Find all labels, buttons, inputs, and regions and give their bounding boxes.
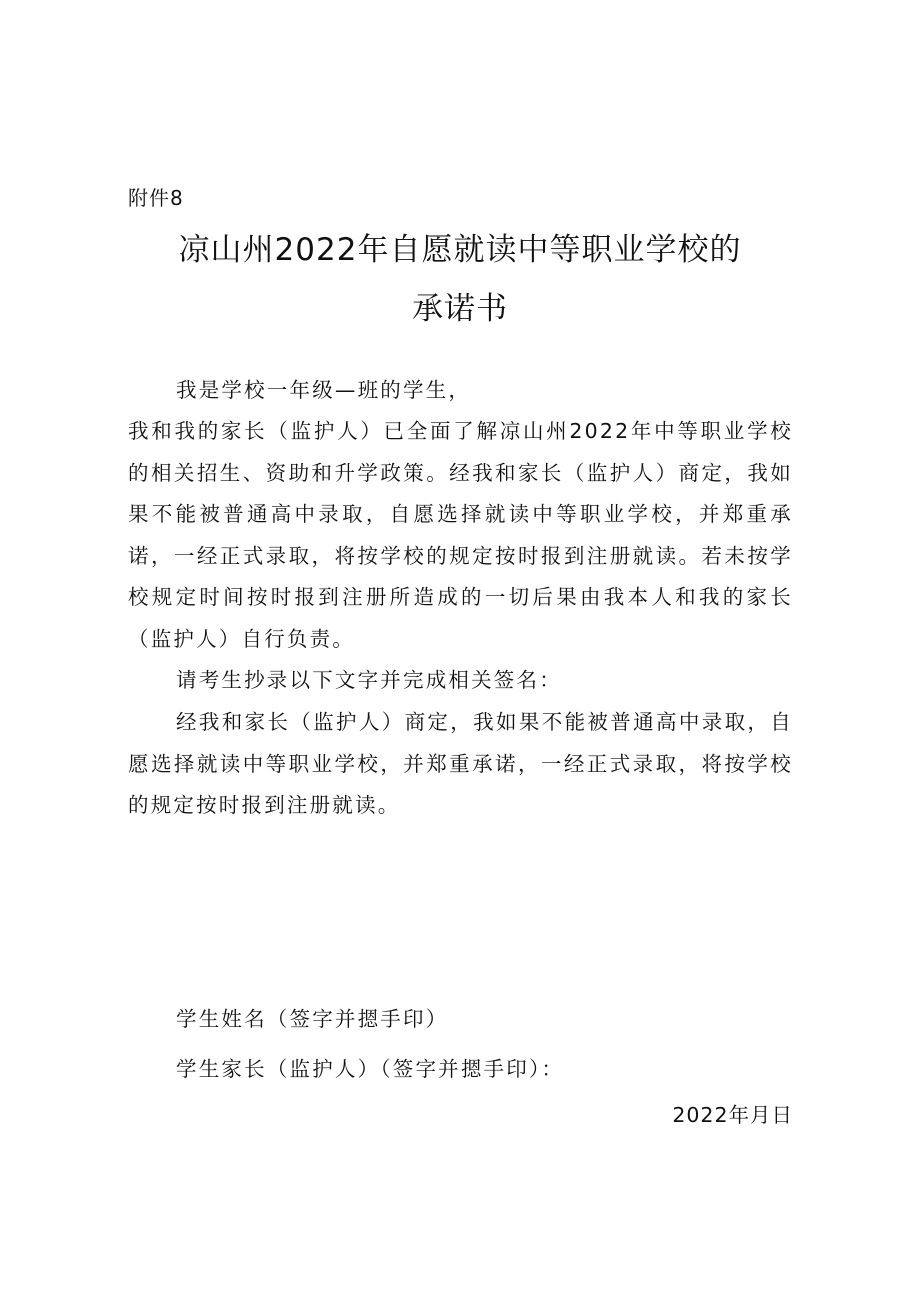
instruction-paragraph: 请考生抄录以下文字并完成相关签名： xyxy=(176,668,562,692)
document-title: 凉山州2022年自愿就读中等职业学校的 xyxy=(178,232,742,268)
intro-paragraph: 我是学校一年级—班的学生， xyxy=(176,378,472,402)
date-line: 2022年月日 xyxy=(672,1103,793,1127)
copy-text-paragraph: 经我和家长（监护人）商定，我如果不能被普通高中录取，自愿选择就读中等职业学校，并郑重承诺，一经正式录取，将按学校的规定按时报到注册就读。 xyxy=(128,710,793,817)
student-signature-line: 学生姓名（签字并摁手印） xyxy=(176,1007,449,1031)
attachment-label: 附件8 xyxy=(128,186,184,210)
parent-signature-line: 学生家长（监护人）（签字并摁手印）： xyxy=(176,1057,565,1081)
document-title-continued: 承诺书 xyxy=(412,291,508,327)
commitment-paragraph: 我和我的家长（监护人）已全面了解凉山州2022年中等职业学校的相关招生、资助和升学政策。经我和家长（监护人）商定，我如果不能被普通高中录取，自愿选择就读中等职业学校，并郑重承诺，一经正式录取，将按学校的规定按时报到注册就读。若未按学校规定时间按时报到注册所造成的一切后果由我本人和我的家长（监护人）自行负责。 xyxy=(128,419,793,651)
